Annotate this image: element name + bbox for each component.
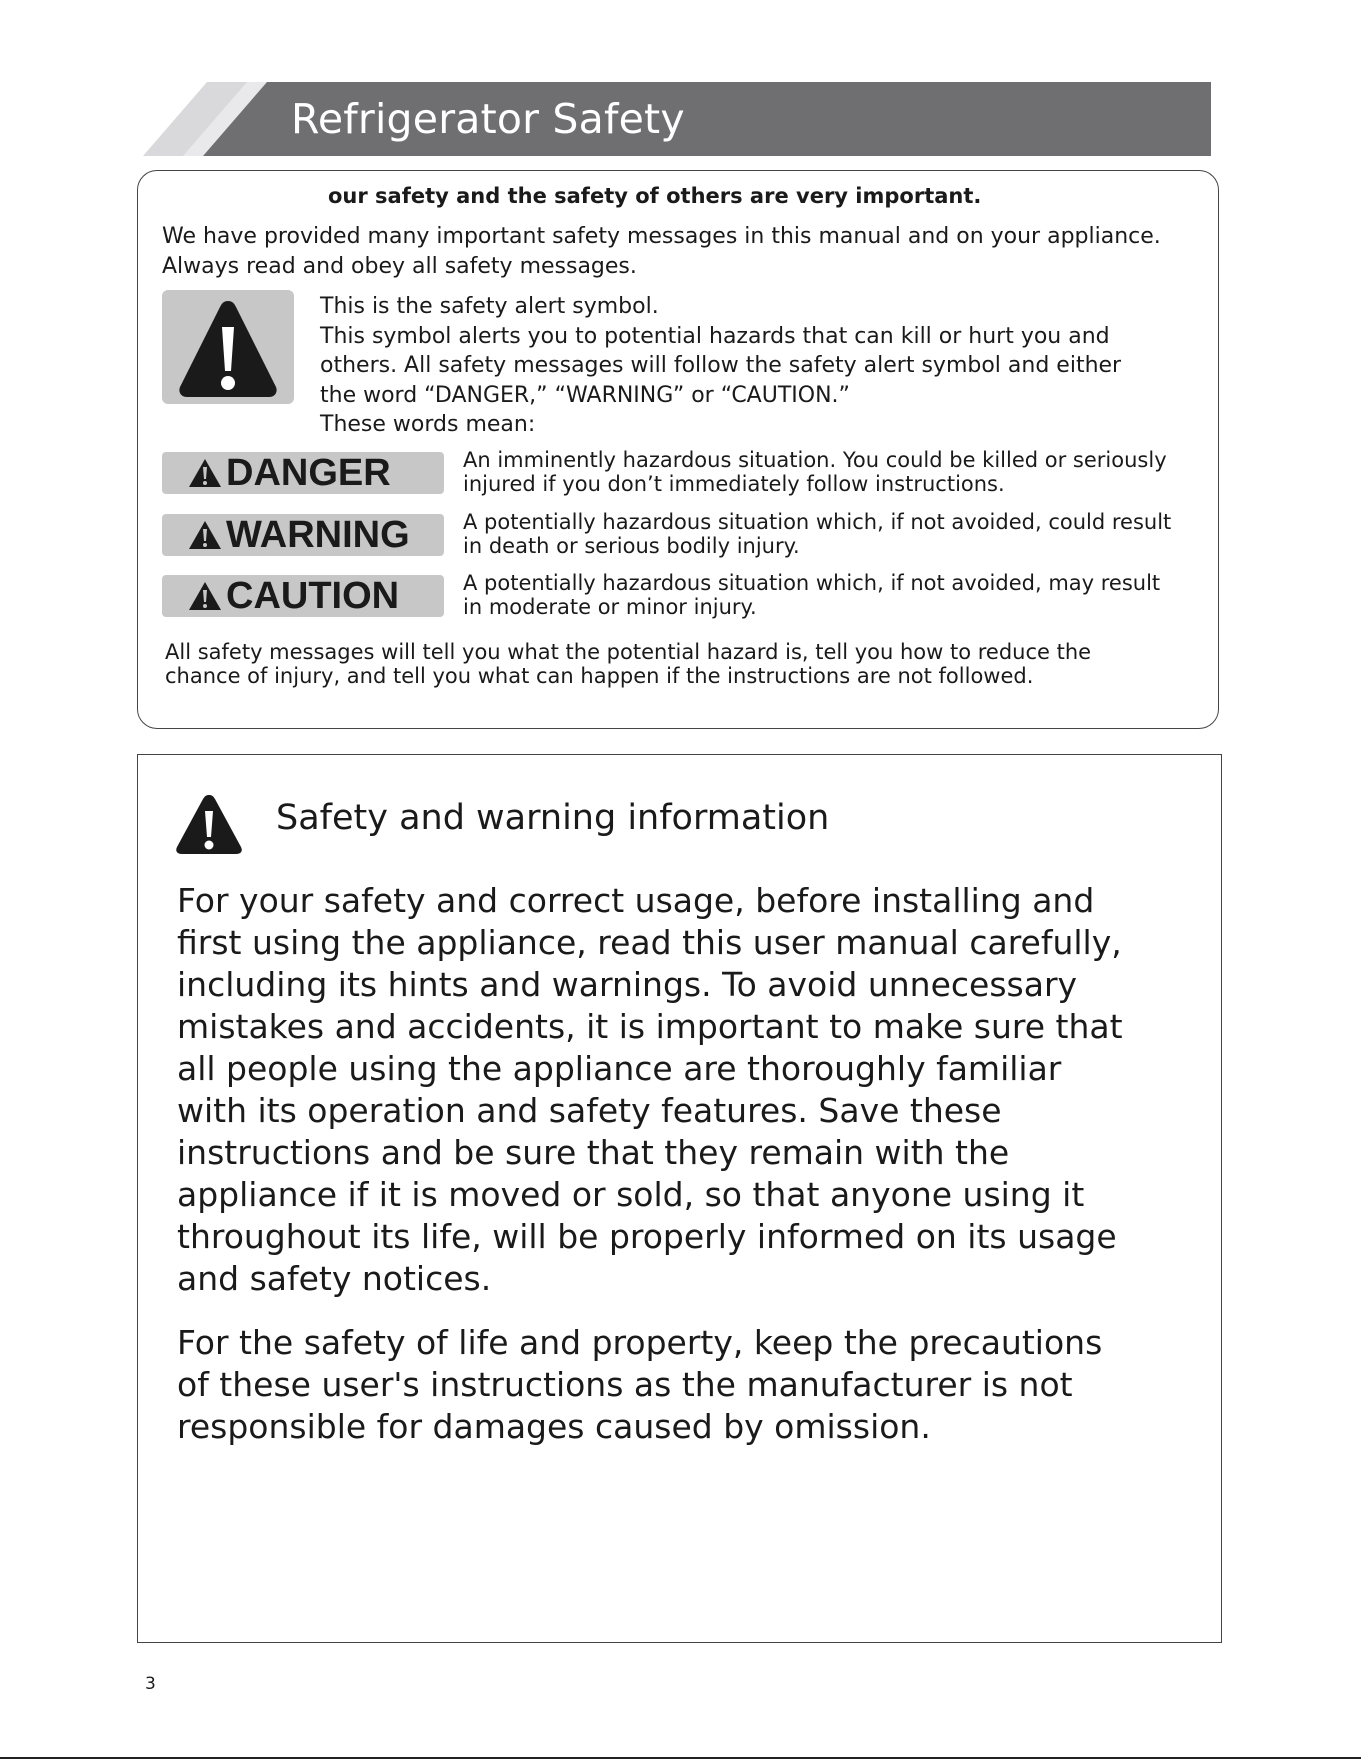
alert-line: These words mean: xyxy=(320,412,536,437)
section-banner xyxy=(143,82,1211,156)
intro-heading: our safety and the safety of others are very important. xyxy=(328,184,982,208)
caution-label xyxy=(162,575,444,617)
warning-triangle-icon xyxy=(176,293,280,401)
safety-heading: Safety and warning information xyxy=(276,798,830,838)
intro-text: We have provided many important safety messages in this manual and on your appliance. Always read and obey all safety messages. xyxy=(162,224,1161,279)
danger-description: An imminently hazardous situation. You could be killed or seriously injured if you don’t immediately follow instructions. xyxy=(463,448,1167,496)
safety-paragraph: For your safety and correct usage, before installing and first using the appliance, read this user manual carefully, including its hints and warnings. To avoid unnecessary mistakes and accidents, it is important to make sure that all people using the appliance are thoroughly familiar with its operation and safety features. Save these instructions and be sure that they remain with the appliance if it is moved or sold, so that anyone using it throughout its life, will be properly informed on its usage and safety notices. xyxy=(177,881,1123,1298)
intro-footer: All safety messages will tell you what the potential hazard is, tell you how to reduce the chance of injury, and tell you what can happen if the instructions are not followed. xyxy=(165,640,1092,688)
warning-triangle-icon xyxy=(175,793,243,855)
safety-alert-symbol xyxy=(162,290,294,404)
warning-description: A potentially hazardous situation which, if not avoided, could result in death or serious bodily injury. xyxy=(463,510,1172,558)
warning-word: WARNING xyxy=(226,514,410,556)
safety-paragraph: For the safety of life and property, keep the precautions of these user's instructions as the manufacturer is not responsible for damages caused by omission. xyxy=(177,1323,1103,1446)
signal-row-warning xyxy=(162,510,1172,560)
alert-line: This is the safety alert symbol. xyxy=(320,294,659,319)
warning-triangle-icon xyxy=(188,581,222,611)
caution-description: A potentially hazardous situation which, if not avoided, may result in moderate or minor injury. xyxy=(463,571,1161,619)
danger-label xyxy=(162,452,444,494)
signal-row-caution xyxy=(162,571,1162,621)
bottom-rule xyxy=(0,1757,1361,1759)
danger-word: DANGER xyxy=(226,452,391,494)
signal-row-danger xyxy=(162,448,1167,498)
warning-triangle-icon xyxy=(188,458,222,488)
page-title: Refrigerator Safety xyxy=(291,95,685,143)
alert-symbol-explanation xyxy=(320,292,1160,440)
caution-word: CAUTION xyxy=(226,575,400,617)
alert-line: This symbol alerts you to potential hazards that can kill or hurt you and others. All safety messages will follow the safety alert symbol and either the word “DANGER,” “WARNING” or “CAUTION.” xyxy=(320,323,1122,408)
warning-label xyxy=(162,514,444,556)
warning-triangle-icon xyxy=(188,520,222,550)
page-number: 3 xyxy=(145,1674,156,1694)
